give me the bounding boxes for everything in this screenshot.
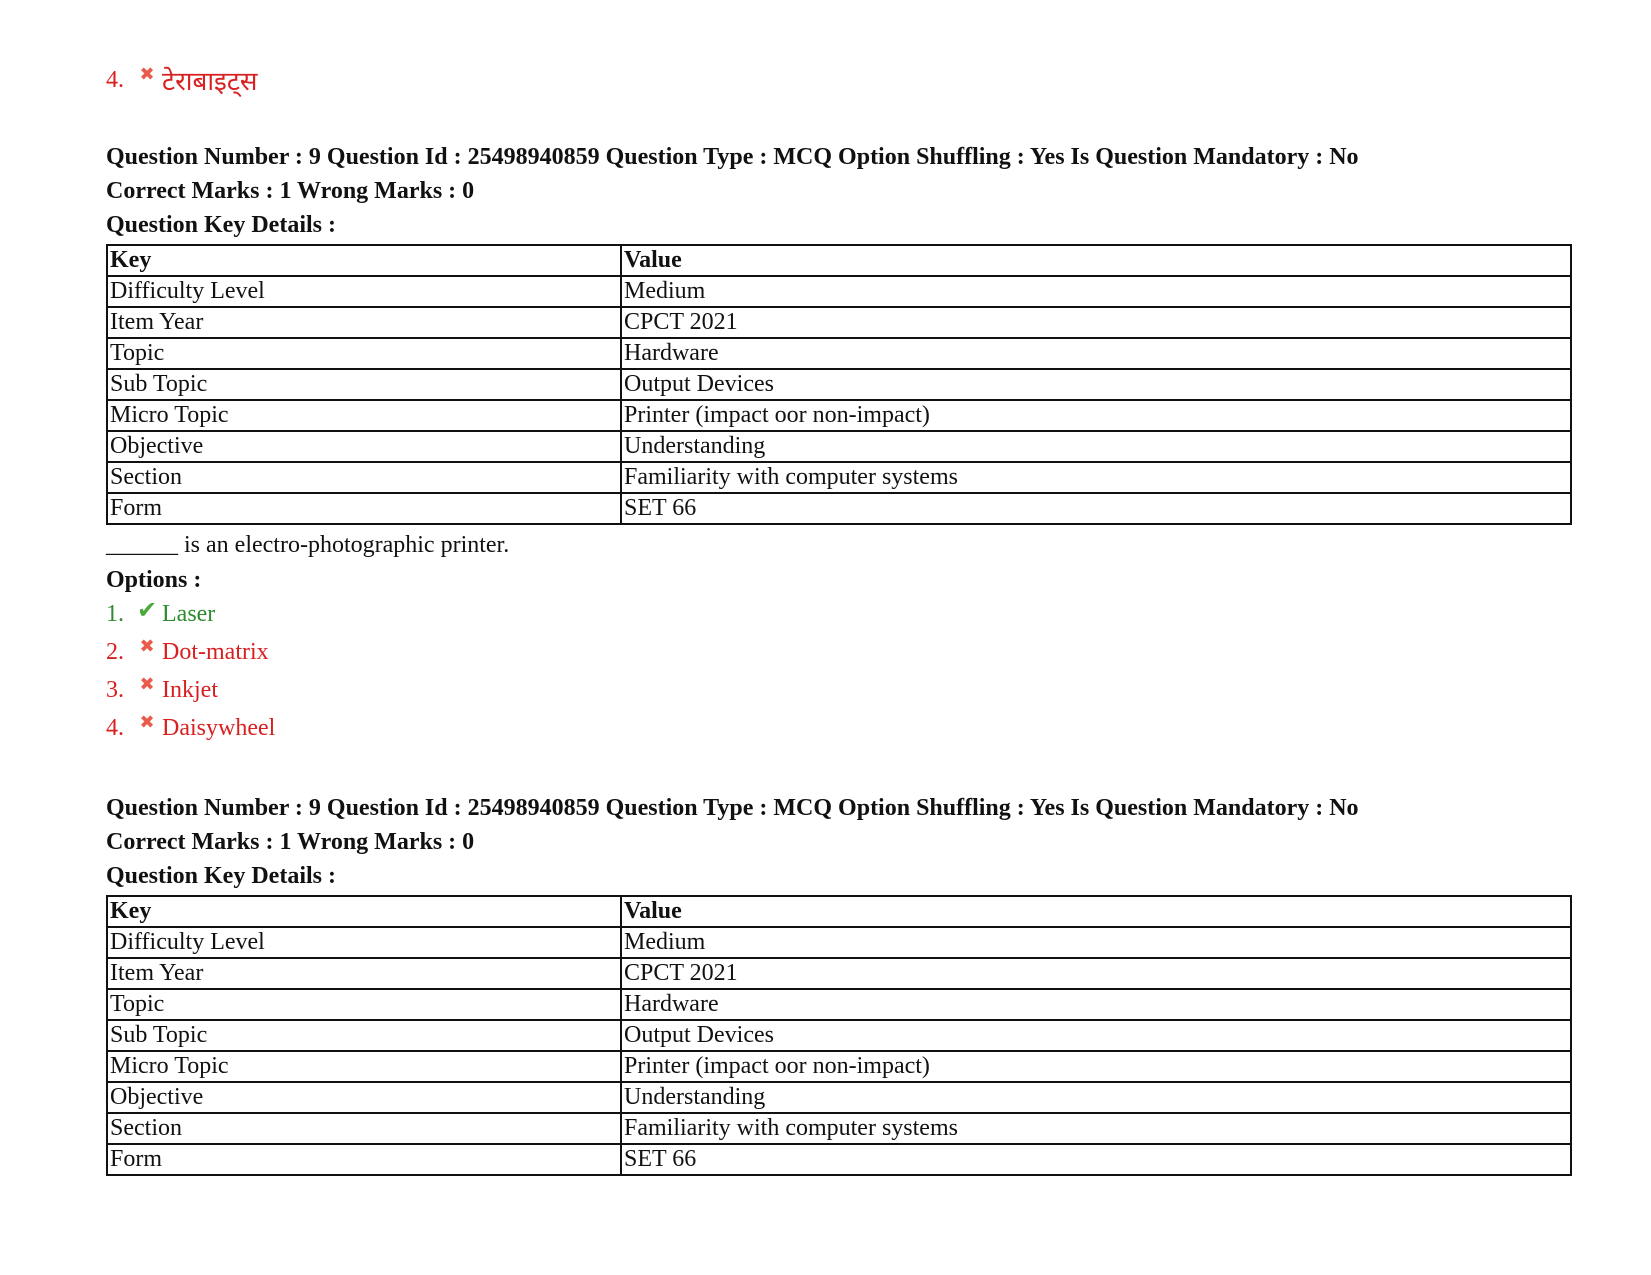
table-cell-key: Topic	[107, 989, 621, 1020]
option-label: Dot-matrix	[162, 638, 269, 665]
option-item	[106, 671, 1576, 709]
table-header-value: Value	[621, 245, 1571, 276]
options-label: Options :	[106, 567, 202, 593]
table-cell-value: Medium	[621, 276, 1571, 307]
table-row	[107, 431, 1571, 462]
table-cell-value: Understanding	[621, 1082, 1571, 1113]
option-number: 2.	[106, 638, 124, 665]
table-cell-key: Micro Topic	[107, 400, 621, 431]
marks-line: Correct Marks : 1 Wrong Marks : 0	[106, 178, 475, 204]
table-cell-key: Difficulty Level	[107, 927, 621, 958]
question-text: ______ is an electro-photographic printer.	[106, 532, 510, 558]
option-number: 1.	[106, 600, 124, 627]
table-cell-value: Printer (impact oor non-impact)	[621, 1051, 1571, 1082]
option-label: Laser	[162, 600, 216, 627]
key-details-label: Question Key Details :	[106, 863, 336, 889]
table-row	[107, 307, 1571, 338]
previous-question-option	[106, 60, 1576, 100]
table-row	[107, 1144, 1571, 1175]
check-icon: ✔	[136, 597, 158, 624]
table-row	[107, 493, 1571, 524]
table-cell-value: Output Devices	[621, 1020, 1571, 1051]
table-cell-key: Difficulty Level	[107, 276, 621, 307]
table-cell-value: Output Devices	[621, 369, 1571, 400]
marks-line: Correct Marks : 1 Wrong Marks : 0	[106, 829, 475, 855]
table-row	[107, 276, 1571, 307]
table-cell-value: Hardware	[621, 338, 1571, 369]
cross-icon: ✖	[139, 673, 155, 694]
table-row	[107, 958, 1571, 989]
table-row	[107, 927, 1571, 958]
table-row	[107, 989, 1571, 1020]
option-label: Daisywheel	[162, 714, 276, 741]
option-item	[106, 633, 1576, 671]
table-cell-value: Familiarity with computer systems	[621, 1113, 1571, 1144]
table-row	[107, 1051, 1571, 1082]
option-item	[106, 709, 1576, 747]
table-cell-key: Form	[107, 1144, 621, 1175]
table-cell-key: Item Year	[107, 958, 621, 989]
table-cell-key: Section	[107, 1113, 621, 1144]
option-label: टेराबाइट्स	[162, 67, 258, 96]
option-number: 4.	[106, 714, 124, 741]
question-block	[106, 791, 1576, 1176]
table-cell-value: Medium	[621, 927, 1571, 958]
table-cell-value: SET 66	[621, 493, 1571, 524]
table-row	[107, 338, 1571, 369]
table-cell-value: Familiarity with computer systems	[621, 462, 1571, 493]
table-cell-value: SET 66	[621, 1144, 1571, 1175]
table-cell-value: CPCT 2021	[621, 307, 1571, 338]
table-cell-key: Objective	[107, 1082, 621, 1113]
table-row	[107, 462, 1571, 493]
table-header-value: Value	[621, 896, 1571, 927]
key-details-table	[106, 895, 1572, 1176]
table-cell-value: Understanding	[621, 431, 1571, 462]
table-cell-key: Form	[107, 493, 621, 524]
table-cell-value: Hardware	[621, 989, 1571, 1020]
question-header: Question Number : 9 Question Id : 25498940859 Question Type : MCQ Option Shuffling : Yes Is Question Mandatory : No	[106, 795, 1359, 821]
table-cell-key: Sub Topic	[107, 1020, 621, 1051]
table-row	[107, 400, 1571, 431]
table-cell-key: Micro Topic	[107, 1051, 621, 1082]
table-cell-value: Printer (impact oor non-impact)	[621, 400, 1571, 431]
table-cell-key: Sub Topic	[107, 369, 621, 400]
question-block	[106, 140, 1576, 747]
table-row	[107, 369, 1571, 400]
table-row	[107, 1113, 1571, 1144]
table-header-key: Key	[107, 245, 621, 276]
option-number: 3.	[106, 676, 124, 703]
key-details-table	[106, 244, 1572, 525]
cross-icon: ✖	[139, 711, 155, 732]
table-cell-key: Topic	[107, 338, 621, 369]
document-page	[106, 60, 1576, 1176]
table-cell-key: Objective	[107, 431, 621, 462]
table-header-row	[107, 896, 1571, 927]
option-number: 4.	[106, 66, 124, 93]
cross-icon: ✖	[139, 63, 155, 84]
option-label: Inkjet	[162, 676, 218, 703]
question-header: Question Number : 9 Question Id : 25498940859 Question Type : MCQ Option Shuffling : Yes Is Question Mandatory : No	[106, 144, 1359, 170]
table-header-key: Key	[107, 896, 621, 927]
table-row	[107, 1082, 1571, 1113]
option-item	[106, 595, 1576, 633]
table-header-row	[107, 245, 1571, 276]
key-details-label: Question Key Details :	[106, 212, 336, 238]
table-cell-key: Item Year	[107, 307, 621, 338]
cross-icon: ✖	[139, 635, 155, 656]
table-row	[107, 1020, 1571, 1051]
table-cell-key: Section	[107, 462, 621, 493]
table-cell-value: CPCT 2021	[621, 958, 1571, 989]
